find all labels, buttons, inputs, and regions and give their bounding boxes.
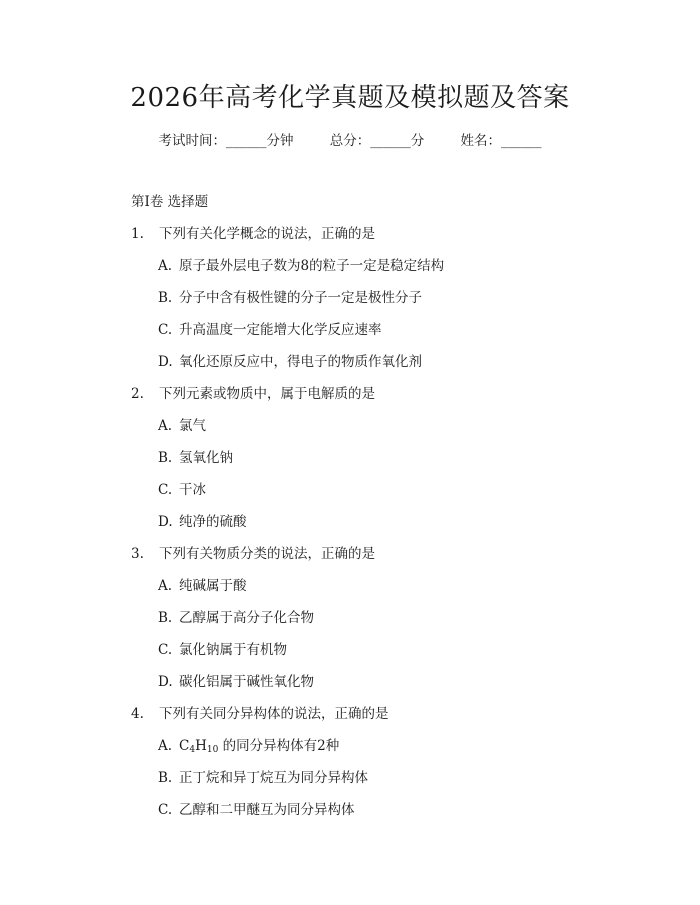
- option-text: 氯气: [179, 418, 206, 434]
- option-text: 原子最外层电子数为8的粒子一定是稳定结构: [179, 258, 445, 274]
- option-letter: B.: [158, 770, 173, 786]
- option-letter: C.: [158, 802, 173, 818]
- question-text: 下列有关同分异构体的说法，正确的是: [159, 706, 389, 722]
- option-text: 乙醇和二甲醚互为同分异构体: [179, 802, 355, 818]
- option-2b: [158, 448, 233, 468]
- option-letter: D.: [158, 514, 173, 530]
- question-number: 4.: [131, 706, 144, 722]
- option-2a: [158, 416, 206, 436]
- exam-time: 考试时间：______分钟: [158, 133, 294, 149]
- option-2d: [158, 512, 247, 532]
- option-text: 碳化铝属于碱性氧化物: [179, 674, 314, 690]
- option-4a: [158, 736, 339, 756]
- option-letter: B.: [158, 610, 173, 626]
- option-letter: C.: [158, 482, 173, 498]
- option-1d: [158, 352, 422, 372]
- question-1: [131, 224, 375, 244]
- question-text: 下列元素或物质中，属于电解质的是: [159, 386, 375, 402]
- option-text: 氧化还原反应中，得电子的物质作氧化剂: [179, 354, 422, 370]
- section-heading: 第Ⅰ卷 选择题: [131, 194, 209, 210]
- question-text: 下列有关物质分类的说法，正确的是: [159, 546, 375, 562]
- option-letter: A.: [158, 418, 173, 434]
- question-4: [131, 704, 389, 724]
- option-letter: D.: [158, 354, 173, 370]
- exam-score: 总分：______分: [329, 133, 425, 149]
- option-text: 纯碱属于酸: [179, 578, 247, 594]
- exam-meta: [0, 131, 700, 151]
- option-text: 分子中含有极性键的分子一定是极性分子: [179, 290, 422, 306]
- option-letter: A.: [158, 258, 173, 274]
- option-4b: [158, 768, 368, 788]
- option-letter: D.: [158, 674, 173, 690]
- question-number: 2.: [131, 386, 144, 402]
- option-text: 乙醇属于高分子化合物: [179, 610, 314, 626]
- option-text: 纯净的硫酸: [179, 514, 247, 530]
- option-letter: B.: [158, 290, 173, 306]
- option-4c: [158, 800, 355, 820]
- option-3a: [158, 576, 247, 596]
- page-title: 2026年高考化学真题及模拟题及答案: [130, 83, 570, 113]
- question-3: [131, 544, 375, 564]
- option-text: 的同分异构体有2种: [218, 738, 340, 754]
- option-1c: [158, 320, 382, 340]
- option-text: 升高温度一定能增大化学反应速率: [179, 322, 382, 338]
- option-text: 干冰: [179, 482, 206, 498]
- option-text: 氢氧化钠: [179, 450, 233, 466]
- option-letter: C.: [158, 642, 173, 658]
- chemical-formula: $C_4H_{10}$: [179, 738, 219, 755]
- option-letter: C.: [158, 322, 173, 338]
- option-3b: [158, 608, 314, 628]
- option-letter: B.: [158, 450, 173, 466]
- option-2c: [158, 480, 206, 500]
- question-2: [131, 384, 375, 404]
- exam-name: 姓名：______: [460, 133, 542, 149]
- option-1a: [158, 256, 444, 276]
- option-3c: [158, 640, 287, 660]
- option-1b: [158, 288, 422, 308]
- option-text: 氯化钠属于有机物: [179, 642, 287, 658]
- question-text: 下列有关化学概念的说法，正确的是: [159, 226, 375, 242]
- question-number: 1.: [131, 226, 144, 242]
- option-text: 正丁烷和异丁烷互为同分异构体: [179, 770, 368, 786]
- option-3d: [158, 672, 314, 692]
- question-number: 3.: [131, 546, 144, 562]
- option-letter: A.: [158, 738, 173, 754]
- option-letter: A.: [158, 578, 173, 594]
